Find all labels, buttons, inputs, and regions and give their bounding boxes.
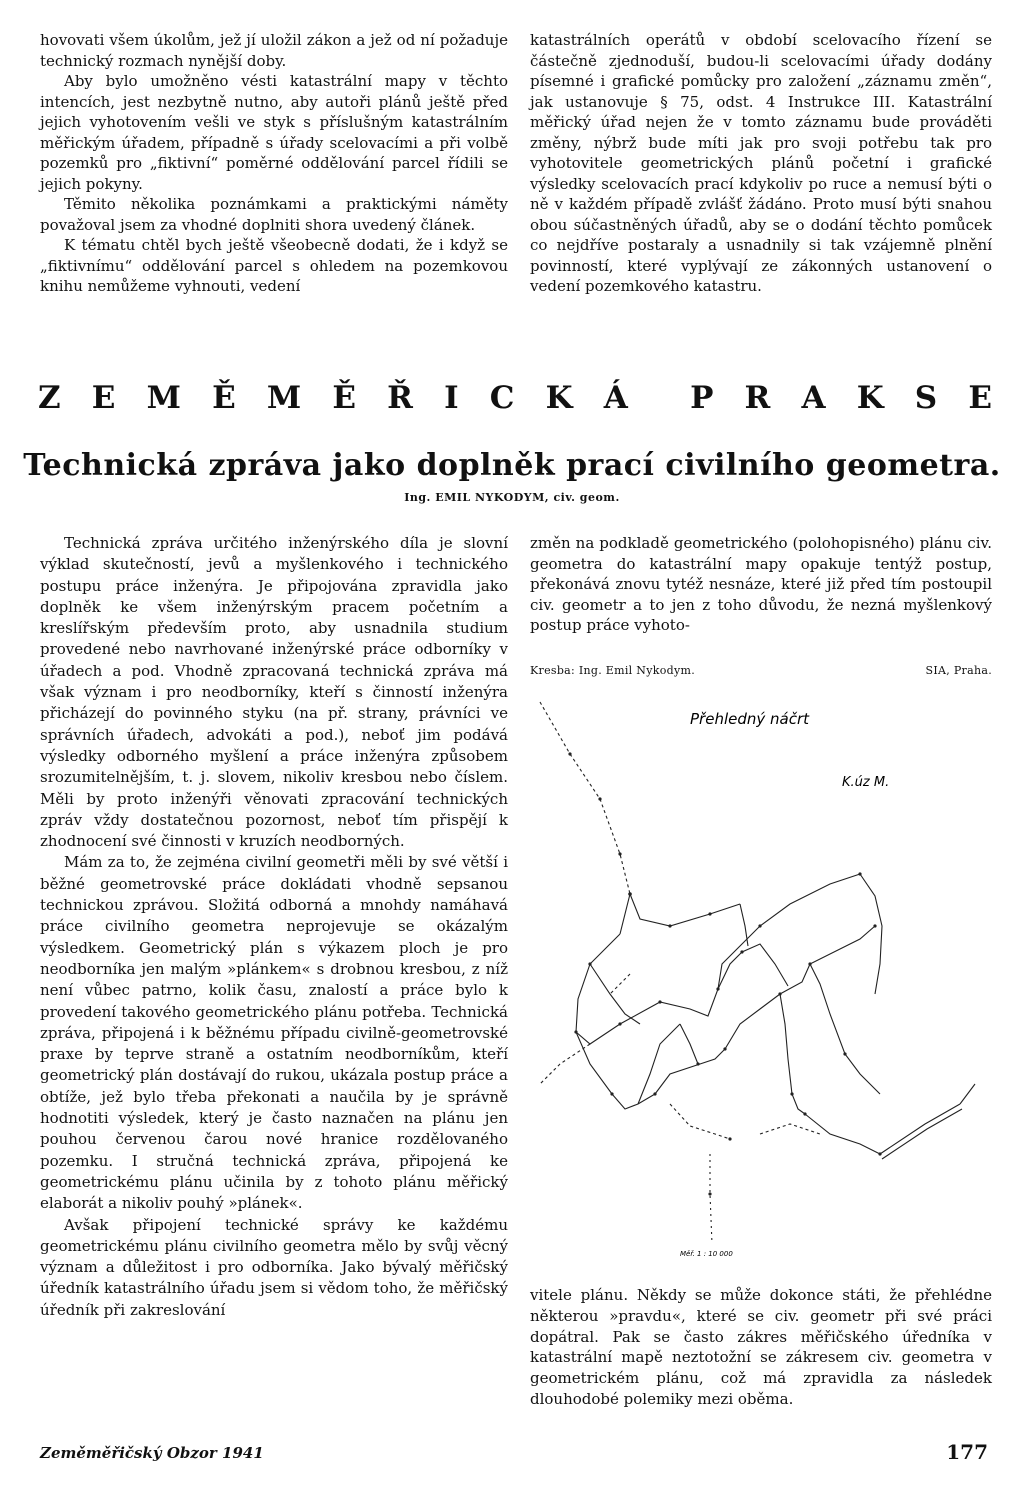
- sketch-label: K.úz M.: [842, 775, 890, 790]
- paragraph: vitele plánu. Někdy se může dokonce státi, že přehlédne některou »pravdu«, které se civ. geometr při své práci dopátral. Pak se často zákres měřičského úředníka v katastrální mapě neztotožní se zákresem civ. geometra v geometrickém plánu, což má zpravidla za následek dlouhodobé polemiky mezi oběma.: [530, 1286, 992, 1408]
- author-byline: Ing. EMIL NYKODYM, civ. geom.: [404, 491, 620, 504]
- sketch-scale: Měř. 1 : 10 000: [680, 1250, 733, 1258]
- heading-letter: R: [744, 380, 771, 416]
- heading-letter: M: [266, 380, 302, 416]
- heading-letter: I: [444, 380, 459, 416]
- top-right-column: [530, 30, 992, 297]
- heading-letter: Ě: [212, 380, 236, 416]
- paragraph: K tématu chtěl bych ještě všeobecně dodati, že i když se „fiktivnímu“ oddělování parcel s ohledem na pozemkovou knihu nemůžeme vyhnouti, vedení: [40, 236, 508, 295]
- paragraph: Těmito několika poznámkami a praktickými náměty považoval jsem za vhodné doplniti shora uvedený článek.: [40, 195, 508, 234]
- heading-letter: K: [856, 380, 884, 416]
- section-heading: [38, 380, 992, 416]
- heading-letter: S: [914, 380, 938, 416]
- paragraph: katastrálních operátů v období scelovacího řízení se částečně zjednoduší, budou-li scelovacími úřady dodány písemné i grafické pomůcky pro založení „záznamu změn“, jak ustanovuje § 75, odst. 4 Instrukce III. Katastrální měřický úřad nejen že v tomto záznamu bude prováděti změny, nýbrž bude míti jak pro svoji potřebu tak pro vyhotovitele geometrických plánů početní i grafické výsledky scelovacích prací kdykoliv po ruce a nemusí býti o ně v každém případě zvlášť žádáno. Proto musí býti snahou obou súčastněných úřadů, aby se o dodání těchto pomůcek co nejdříve postaraly a usnadnily si tak vzájemně plnění povinností, které vyplývají ze zákonných ustanovení o vedení pozemkového katastru.: [530, 31, 992, 295]
- paragraph: Aby bylo umožněno vésti katastrální mapy v těchto intencích, jest nezbytně nutno, aby autoři plánů ještě před jejich vyhotovením vešli ve styk s příslušným katastrálním měřickým úřadem, případně s úřady scelovacími a při volbě pozemků pro „fiktivní“ poměrné oddělování parcel řídili se jejich pokyny.: [40, 72, 508, 193]
- page-number: 177: [946, 1440, 988, 1464]
- article-right-column-top: [530, 533, 992, 636]
- heading-letter: M: [146, 380, 181, 416]
- heading-letter: Á: [603, 380, 628, 416]
- paragraph: Avšak připojení technické správy ke každému geometrickému plánu civilního geometra mělo by svůj věcný význam a důležitost i pro odborníka. Jako bývalý měřičský úředník katastrálního úřadu jsem si vědom toho, že měřičský úředník při zakreslování: [40, 1215, 508, 1319]
- paragraph: změn na podkladě geometrického (polohopisného) plánu civ. geometra do katastrální mapy opakuje tentýž postup, překonává znovu tytéž nesnáze, které již před tím postoupil civ. geometr a to jen z toho důvodu, že nezná myšlenkový postup práce vyhoto-: [530, 534, 992, 635]
- heading-letter: E: [91, 380, 116, 416]
- heading-letter: A: [801, 380, 826, 416]
- heading-letter: K: [545, 380, 573, 416]
- heading-letter: C: [489, 380, 515, 416]
- figure-credit: Kresba: Ing. Emil Nykodym.: [530, 664, 696, 677]
- article-title: Technická zpráva jako doplněk prací civilního geometra.: [23, 448, 1001, 483]
- heading-letter: Ř: [387, 380, 413, 416]
- article-left-column: [40, 533, 508, 1321]
- journal-footer: Zeměměřičský Obzor 1941: [40, 1444, 264, 1462]
- paragraph: Technická zpráva určitého inženýrského díla je slovní výklad skutečností, jevů a myšlenkového i technického postupu práce inženýra. Je připojována zpravidla jako doplněk ke všem inženýrským pracem početním a kreslířským především proto, aby usnadnila studium provedené nebo navrhované inženýrské práce odborníky v úřadech a pod. Vhodně zpracovaná technická zpráva má však význam i pro neodborníky, kteří s činností inženýra přicházejí do povinného styku (na př. strany, právníci ve správních úřadech, advokáti a pod.), neboť jim podává výsledky odborného myšlení a práce inženýra způsobem srozumitelnějším, t. j. slovem, nikoliv kresbou nebo číslem. Měli by proto inženýři věnovati zpracování technických zpráv vždy dostatečnou pozornost, neboť tím přispějí k zhodnocení své činnosti v kruzích neodborných.: [40, 534, 508, 851]
- survey-sketch-figure: [530, 664, 992, 1274]
- sketch-title: Přehledný náčrt: [690, 710, 810, 728]
- article-right-column-bottom: [530, 1285, 992, 1410]
- paragraph: hovovati všem úkolům, jež jí uložil zákon a jež od ní požaduje technický rozmach nynější doby.: [40, 31, 508, 70]
- top-left-column: [40, 30, 508, 297]
- figure-publisher: SIA, Praha.: [925, 664, 992, 677]
- heading-letter: Ě: [332, 380, 356, 416]
- heading-letter: P: [690, 380, 714, 416]
- heading-letter: Z: [38, 380, 61, 416]
- sketch-drawing: [530, 664, 992, 1274]
- heading-letter: E: [968, 380, 992, 416]
- paragraph: Mám za to, že zejména civilní geometři měli by své větší i běžné geometrovské práce dokládati vhodně sepsanou technickou zprávou. Složitá odborná a mnohdy namáhavá práce civilního geometra neprojevuje se okázalým výsledkem. Geometrický plán s výkazem ploch je pro neodborníka jen malým »plánkem« s drobnou kresbou, z níž není vůbec patrno, kolik času, znalostí a práce bylo k provedení takového geometrického plánu potřeba. Technická zpráva, připojená i k běžnému případu civilně-geometrovské praxe by teprve straně a ostatním neodborníkům, kteří geometrický plán dostávají do rukou, ukázala postup práce a obtíže, jež bylo třeba překonati a naučila by je správně hodnotiti výsledek, který je často naznačen na plánu jen pouhou červenou čarou nové hranice rozdělovaného pozemku. I stručná technická zpráva, připojená ke geometrickému plánu učinila by z tohoto plánu měřický elaborát a nikoliv pouhý »plánek«.: [40, 853, 508, 1213]
